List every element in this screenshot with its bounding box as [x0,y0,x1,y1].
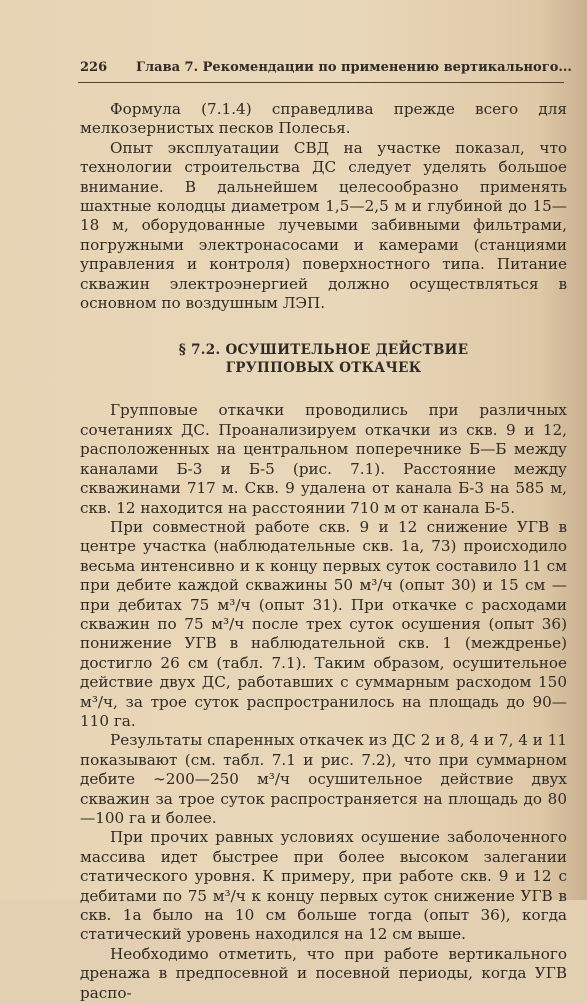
paragraph: При совместной работе скв. 9 и 12 снижение УГВ в центре участка (наблюдательные скв. 1а, 73) происходило весьма интенсивно и к концу первых суток составило 11 см при дебите каждой скважины 50 м³/ч (опыт 30) и 15 см — при дебитах 75 м³/ч (опыт 31). При откачке с расходами скважин по 75 м³/ч после трех суток осушения (опыт 36) понижение УГВ в наблюдательной скв. 1 (междренье) достигло 26 см (табл. 7.1). Таким образом, осушительное действие двух ДС, работавших с суммарным расходом 150 м³/ч, за трое суток распространилось на площадь до 90—110 га. [80,517,567,730]
paragraph: Опыт эксплуатации СВД на участке показал, что технологии строительства ДС следует уделять большое внимание. В дальнейшем целесообразно применять шахтные колодцы диаметром 1,5—2,5 м и глубиной до 15—18 м, оборудованные лучевыми забивными фильтрами, погружными электронасосами и камерами (станциями управления и контроля) поверхностного типа. Питание скважин электроэнергией должно осуществляться в основном по воздушным ЛЭП. [80,138,567,313]
paragraph: Результаты спаренных откачек из ДС 2 и 8, 4 и 7, 4 и 11 показывают (см. табл. 7.1 и рис. 7.2), что при суммарном дебите ∼200—250 м³/ч осушительное действие двух скважин за трое суток распространяется на площадь до 80—100 га и более. [80,731,567,827]
section-heading-line: § 7.2. ОСУШИТЕЛЬНОЕ ДЕЙСТВИЕ [178,342,469,359]
page-body [80,100,567,1003]
running-title: Глава 7. Рекомендации по применению вертикального... [136,60,572,75]
running-header [80,60,572,75]
page-number: 226 [80,60,108,75]
paragraph: При прочих равных условиях осушение заболоченного массива идет быстрее при более высоком залегании статического уровня. К примеру, при работе скв. 9 и 12 с дебитами по 75 м³/ч к концу первых суток снижение УГВ в скв. 1а было на 10 см больше тогда (опыт 36), когда статический уровень находился на 12 см выше. [80,828,567,944]
section-heading-line: ГРУППОВЫХ ОТКАЧЕК [225,360,422,377]
paragraph: Формула (7.1.4) справедлива прежде всего для мелкозернистых песков Полесья. [80,100,567,138]
paragraph: Групповые откачки проводились при различных сочетаниях ДС. Проанализируем откачки из скв. 9 и 12, расположенных на центральном поперечнике Б—Б между каналами Б-3 и Б-5 (рис. 7.1). Расстояние между скважинами 717 м. Скв. 9 удалена от канала Б-3 на 585 м, скв. 12 находится на расстоянии 710 м от канала Б-5. [80,401,567,517]
paragraph: Необходимо отметить, что при работе вертикального дренажа в предпосевной и посевной периоды, когда УГВ распо- [80,944,567,1002]
section-heading [80,341,567,377]
header-rule [78,82,564,83]
